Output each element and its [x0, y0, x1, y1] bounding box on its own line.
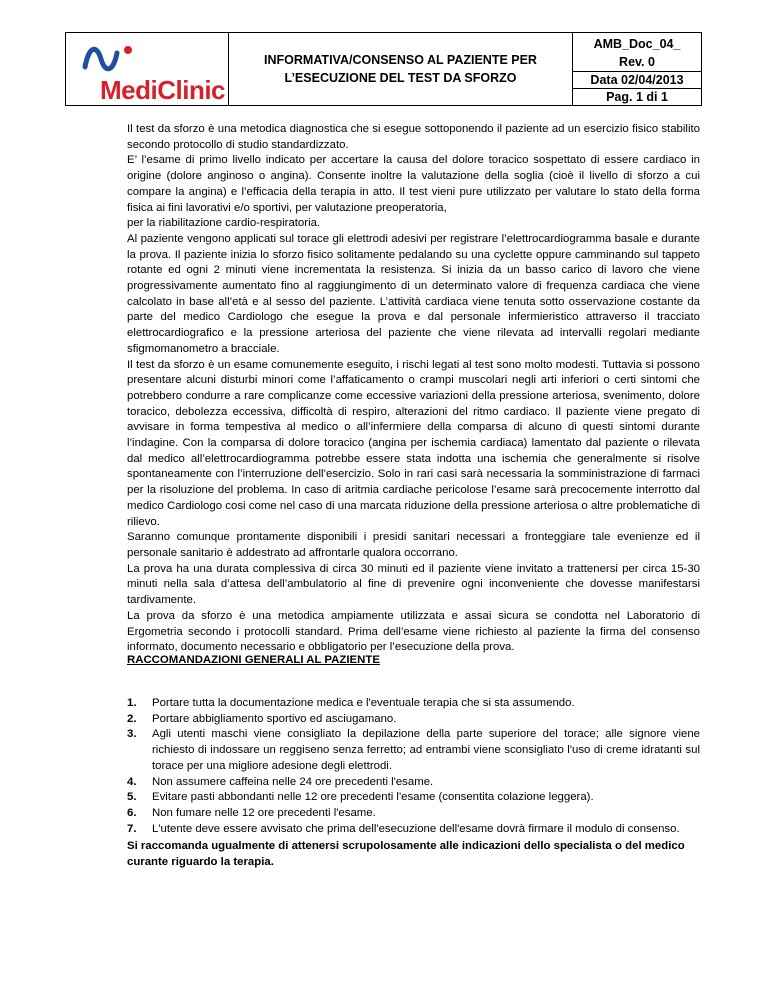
doc-code-cell [573, 33, 701, 72]
item-number: 1. [127, 697, 137, 709]
item-number: 4. [127, 775, 137, 788]
brand-name: MediClinic [100, 75, 226, 105]
recommendations-list [127, 696, 700, 837]
item-number: 3. [127, 728, 137, 741]
recommendations-title: RACCOMANDAZIONI GENERALI AL PAZIENTE [127, 654, 380, 666]
list-item [127, 822, 700, 838]
item-text: L'utente deve essere avvisato che prima dell'esecuzione dell'esame dovrà firmare il modulo di consenso. [152, 822, 680, 835]
revision: Rev. 0 [619, 55, 655, 69]
logo-wave-icon [81, 41, 151, 75]
paragraph: Il test da sforzo è un esame comunemente eseguito, i rischi legati al test sono molto modesti. Tuttavia si possono presentare alcuni disturbi minori come l’affaticamento o crampi muscolari negli arti inferiori o certi sintomi che potrebbero condurre a rare complicanze come eccessive variazioni della pressione arteriosa, svenimento, dolore toracico, debolezza eccessiva, difficoltà di respiro, alterazioni del ritmo cardiaco. Il paziente viene pregato di avvisare in forma tempestiva al medico o all’infermiere della comparsa di alcuno di questi sintomi durante l’indagine. Con la comparsa di dolore toracico (angina per ischemia cardiaca) lamentato dal paziente o rilevata dal medico all’elettrocardiogramma potrebbe essere stata indotta una ischemia che generalmente si risolve spontaneamente con l’interruzione dell’esercizio. Solo in rari casi sarà necessaria la somministrazione di farmaci per la risoluzione del problema. In caso di aritmia cardiache pericolose l’esame sarà precocemente interrotto dal medico Cardiologo cosi come nel caso di una marcata riduzione della pressione arteriosa o altre problematiche di rilievo. [127, 358, 700, 528]
paragraph: per la riabilitazione cardio-respiratoria. [127, 217, 321, 230]
logo [66, 33, 229, 105]
item-text: Portare tutta la documentazione medica e l'eventuale terapia che si sta assumendo. [152, 697, 575, 709]
paragraph: Al paziente vengono applicati sul torace gli elettrodi adesivi per registrare l’elettrocardiogramma basale e durante la prova. Il paziente inizia lo sforzo fisico solitamente pedalando su una cyclette oppure camminando sul tappeto rotante ed ogni 2 minuti viene incrementata la resistenza. Si inizia da un basso carico di lavoro che viene progressivamente aumentato fino al raggiungimento di un determinato valore di frequenza cardiaca che viene calcolato in base all’età e al sesso del paziente. L’attività cardiaca viene tenuta sotto osservazione costante da parte del medico Cardiologo che esegue la prova e dal personale infermieristico attraverso il tracciato elettrocardiografico e la pressione arteriosa del paziente che viene rilevata ad intervalli regolari mediante sfigmomanometro a bracciale. [127, 232, 700, 355]
item-number: 7. [127, 822, 137, 835]
footer-note: Si raccomanda ugualmente di attenersi scrupolosamente alle indicazioni dello specialista o del medico curante riguardo la terapia. [127, 840, 685, 868]
item-number: 5. [127, 791, 137, 804]
list-item [127, 775, 700, 791]
paragraph: La prova da sforzo è una metodica ampiamente utilizzata e assai sicura se condotta nel Laboratorio di Ergometria secondo i protocolli standard. Prima dell’esame viene richiesto al paziente la firma del consenso informato, documento necessario e obbligatorio per l’esecuzione della prova. [127, 609, 700, 654]
item-text: Non assumere caffeina nelle 24 ore precedenti l'esame. [152, 775, 434, 788]
date: Data 02/04/2013 [573, 72, 701, 89]
item-text: Non fumare nelle 12 ore precedenti l'esame. [152, 806, 376, 819]
document-title: INFORMATIVA/CONSENSO AL PAZIENTE PER L’ESECUZIONE DEL TEST DA SFORZO [229, 33, 573, 105]
list-item [127, 727, 700, 774]
item-text: Agli utenti maschi viene consigliato la depilazione della parte superiore del torace; alle signore viene richiesto di indossare un reggiseno senza ferretto; ad entrambi viene sconsigliato l'uso di creme idratanti sul torace per una migliore adesione degli elettrodi. [152, 728, 700, 772]
list-item [127, 806, 700, 822]
item-text: Portare abbigliamento sportivo ed asciugamano. [152, 712, 397, 725]
item-number: 6. [127, 806, 137, 819]
paragraph: Il test da sforzo è una metodica diagnostica che si esegue sottoponendo il paziente ad un esercizio fisico stabilito secondo protocollo di studio standardizzato. [127, 123, 700, 151]
list-item [127, 712, 700, 728]
list-item [127, 696, 700, 712]
doc-code: AMB_Doc_04_ [593, 37, 681, 51]
paragraph: Saranno comunque prontamente disponibili i presidi sanitari necessari a fronteggiare tale evenienze ed il personale sanitario è addestrato ad affrontarle qualora occorrano. [127, 531, 700, 559]
page-number: Pag. 1 di 1 [606, 90, 668, 104]
paragraph: E’ l’esame di primo livello indicato per accertare la causa del dolore toracico sospettato di essere cardiaco in origine (dolore anginoso o angina). Consente inoltre la valutazione della soglia (cioè il livello di sforzo a cui compare la angina) e l’efficacia della terapia in atto. Il test vieni pure utilizzato per valutare lo stato della forma fisica ai fini lavorativi e/o sportivi, per valutazione preoperatoria, [127, 154, 700, 214]
list-item [127, 790, 700, 806]
item-number: 2. [127, 712, 137, 725]
item-text: Evitare pasti abbondanti nelle 12 ore precedenti l'esame (consentita colazione leggera). [152, 791, 594, 804]
header-table [65, 32, 702, 106]
document-meta [573, 33, 701, 105]
body-text [127, 122, 700, 656]
paragraph: La prova ha una durata complessiva di circa 30 minuti ed il paziente viene invitato a trattenersi per circa 15-30 minuti nella sala d’attesa dell’ambulatorio al fine di prevenire ogni inconveniente che dovesse manifestarsi tardivamente. [127, 562, 700, 607]
